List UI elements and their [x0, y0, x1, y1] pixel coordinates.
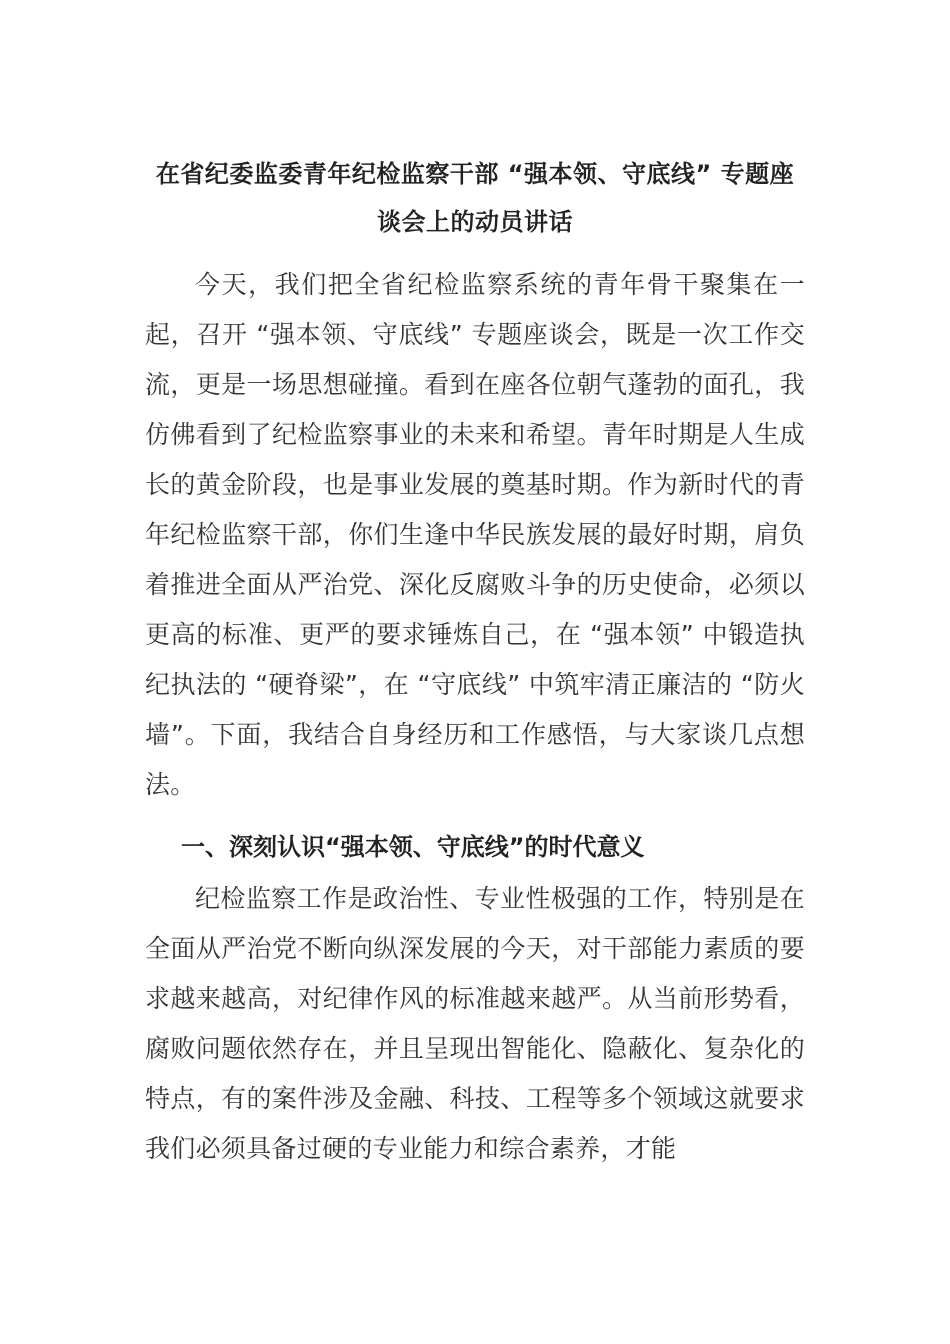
document-page — [145, 150, 805, 1174]
paragraph-section-1: 纪检监察工作是政治性、专业性极强的工作，特别是在全面从严治党不断向纵深发展的今天，对干部能力素质的要求越来越高，对纪律作风的标准越来越严。从当前形势看，腐败问题依然存在，并且呈现出智能化、隐蔽化、复杂化的特点，有的案件涉及金融、科技、工程等多个领域这就要求我们必须具备过硬的专业能力和综合素养，才能 — [145, 884, 805, 1163]
title-line-2: 谈会上的动员讲话 — [377, 208, 573, 236]
document-title — [145, 150, 805, 246]
section-heading-1: 一、深刻认识“强本领、守底线”的时代意义 — [181, 833, 645, 861]
paragraph-intro: 今天，我们把全省纪检监察系统的青年骨干聚集在一起，召开 “强本领、守底线” 专题座谈会，既是一次工作交流，更是一场思想碰撞。看到在座各位朝气蓬勃的面孔，我仿佛看到了纪检监察事业的未来和希望。青年时期是人生成长的黄金阶段，也是事业发展的奠基时期。作为新时代的青年纪检监察干部，你们生逢中华民族发展的最好时期，肩负着推进全面从严治党、深化反腐败斗争的历史使命，必须以更高的标准、更严的要求锤炼自己，在 “强本领” 中锻造执纪执法的 “硬脊梁”，在 “守底线” 中筑牢清正廉洁的 “防火墙”。下面，我结合自身经历和工作感悟，与大家谈几点想法。 — [145, 270, 805, 799]
title-line-1: 在省纪委监委青年纪检监察干部 “强本领、守底线” 专题座 — [155, 160, 795, 188]
